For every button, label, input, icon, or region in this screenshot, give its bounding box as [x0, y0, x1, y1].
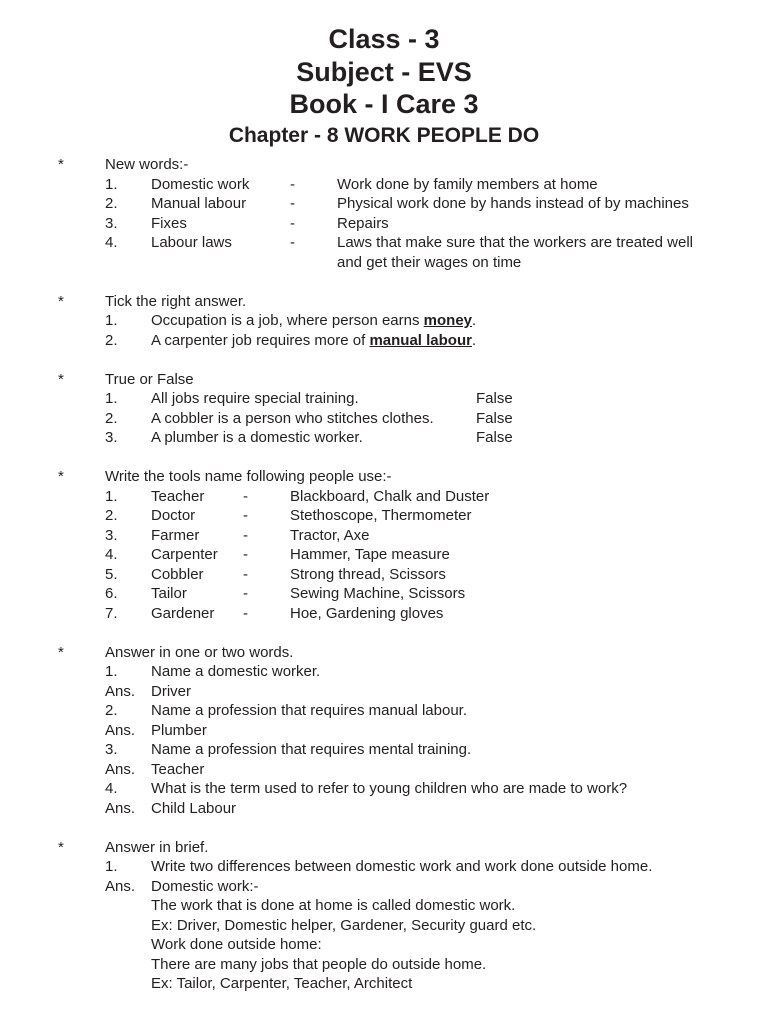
bullet-star: * — [58, 156, 64, 173]
item-number: 2. — [105, 702, 118, 719]
dash: - — [243, 604, 248, 622]
new-word-row — [0, 233, 768, 253]
item-number: 3. — [105, 741, 118, 758]
word-definition-continued: and get their wages on time — [337, 253, 522, 271]
tick-sentence — [151, 311, 476, 331]
tools: Hammer, Tape measure — [290, 546, 450, 563]
dash: - — [243, 507, 248, 524]
tools: Sewing Machine, Scissors — [290, 585, 466, 602]
item-number: 1. — [105, 663, 118, 680]
person: Carpenter — [151, 546, 218, 563]
answer-row — [0, 955, 768, 975]
true-false-row — [0, 409, 768, 429]
answer-row — [0, 760, 768, 780]
person: Tailor — [151, 585, 187, 602]
answer: Child Labour — [151, 799, 237, 817]
tools-row — [0, 526, 768, 546]
question-row — [0, 779, 768, 799]
sentence-end: . — [471, 331, 477, 349]
sentence-text: Occupation is a job, where person earns — [151, 312, 424, 329]
question-row — [0, 857, 768, 877]
tools-row — [0, 565, 768, 585]
item-number: 1. — [105, 858, 118, 875]
answer: False — [476, 409, 513, 427]
answer: Driver — [151, 682, 191, 700]
tools-row — [0, 604, 768, 624]
answer-line: Work done outside home: — [151, 936, 322, 953]
tools: Stethoscope, Thermometer — [290, 507, 472, 524]
item-number: 7. — [105, 604, 118, 622]
worksheet-content — [0, 155, 768, 994]
item-number: 1. — [105, 487, 118, 505]
tick-row — [0, 331, 768, 351]
word-definition: Repairs — [337, 214, 389, 232]
answer-row — [0, 799, 768, 819]
answer: False — [476, 390, 513, 407]
item-number: 2. — [105, 409, 118, 427]
question-row — [0, 740, 768, 760]
item-number: 2. — [105, 331, 118, 349]
question: Name a profession that requires manual labour. — [151, 702, 468, 719]
word-definition: Work done by family members at home — [337, 175, 598, 193]
answer-text: manual labour — [369, 331, 472, 349]
word-term: Manual labour — [151, 195, 247, 212]
sentence-end: . — [472, 312, 477, 329]
class-title: Class - 3 — [328, 24, 440, 54]
new-word-row — [0, 214, 768, 234]
question-row — [0, 701, 768, 721]
question: Write two differences between domestic work and work done outside home. — [151, 858, 653, 875]
new-word-row — [0, 194, 768, 214]
sentence-text: A carpenter job requires more of — [151, 331, 370, 349]
section-tools-heading — [0, 467, 768, 487]
word-term: Fixes — [151, 214, 187, 232]
statement: A cobbler is a person who stitches clothes. — [151, 409, 434, 427]
answer-row — [0, 721, 768, 741]
bullet-star: * — [58, 468, 64, 485]
tools-row — [0, 584, 768, 604]
new-word-row — [0, 175, 768, 195]
answer: False — [476, 429, 513, 446]
section-heading: True or False — [105, 370, 194, 388]
section-heading: Answer in brief. — [105, 838, 209, 856]
item-number: 1. — [105, 312, 118, 329]
item-number: 4. — [105, 234, 118, 251]
answer-row — [0, 896, 768, 916]
person: Gardener — [151, 604, 215, 622]
answer-row — [0, 974, 768, 994]
chapter-title: Chapter - 8 WORK PEOPLE DO — [228, 124, 540, 147]
answer-line: Domestic work:- — [151, 877, 259, 895]
answer-row — [0, 935, 768, 955]
ans-label: Ans. — [105, 682, 136, 700]
answer-line: The work that is done at home is called domestic work. — [151, 897, 516, 914]
item-number: 6. — [105, 585, 118, 602]
section-heading: Write the tools name following people use:- — [105, 468, 392, 485]
tick-sentence — [151, 331, 476, 351]
item-number: 4. — [105, 546, 118, 563]
question: What is the term used to refer to young children who are made to work? — [151, 780, 628, 797]
tools: Tractor, Axe — [290, 526, 370, 544]
tools-row — [0, 506, 768, 526]
item-number: 1. — [105, 175, 118, 193]
word-definition: Laws that make sure that the workers are treated well — [337, 234, 694, 251]
person: Teacher — [151, 487, 205, 505]
answer-line: There are many jobs that people do outside home. — [151, 955, 487, 973]
item-number: 4. — [105, 780, 118, 797]
item-number: 2. — [105, 507, 118, 524]
word-term: Labour laws — [151, 234, 232, 251]
ans-label: Ans. — [105, 877, 136, 895]
bullet-star: * — [58, 643, 64, 661]
dash: - — [243, 585, 248, 602]
answer-line: Ex: Tailor, Carpenter, Teacher, Architect — [151, 975, 413, 992]
dash: - — [243, 487, 248, 505]
section-heading: New words:- — [105, 156, 189, 173]
statement: A plumber is a domestic worker. — [151, 429, 363, 446]
answer-row — [0, 916, 768, 936]
tools-row — [0, 545, 768, 565]
section-true-false-heading — [0, 370, 768, 390]
dash: - — [290, 214, 295, 232]
word-term: Domestic work — [151, 175, 250, 193]
dash: - — [290, 195, 295, 212]
item-number: 1. — [105, 390, 118, 407]
statement: All jobs require special training. — [151, 390, 359, 407]
bullet-star: * — [58, 370, 64, 388]
question: Name a domestic worker. — [151, 663, 321, 680]
word-definition: Physical work done by hands instead of by machines — [337, 195, 689, 212]
ans-label: Ans. — [105, 721, 136, 739]
subject-title: Subject - EVS — [296, 57, 472, 87]
tools: Strong thread, Scissors — [290, 565, 446, 583]
answer-line: Ex: Driver, Domestic helper, Gardener, Security guard etc. — [151, 916, 537, 934]
question-row — [0, 662, 768, 682]
new-word-continuation — [0, 253, 768, 273]
section-heading: Answer in one or two words. — [105, 643, 294, 661]
item-number: 3. — [105, 429, 118, 446]
person: Doctor — [151, 507, 196, 524]
person: Farmer — [151, 526, 200, 544]
section-new-words-heading — [0, 155, 768, 175]
dash: - — [243, 526, 248, 544]
true-false-row — [0, 389, 768, 409]
book-title: Book - I Care 3 — [289, 89, 479, 119]
ans-label: Ans. — [105, 760, 136, 778]
item-number: 3. — [105, 526, 118, 544]
answer-row — [0, 682, 768, 702]
answer: Plumber — [151, 721, 207, 739]
section-heading: Tick the right answer. — [105, 292, 247, 310]
dash: - — [290, 175, 295, 193]
tools: Hoe, Gardening gloves — [290, 604, 444, 622]
answer-row — [0, 877, 768, 897]
item-number: 3. — [105, 214, 118, 232]
bullet-star: * — [58, 838, 64, 856]
section-brief-heading — [0, 838, 768, 858]
answer-text: money — [423, 312, 473, 329]
tools-row — [0, 487, 768, 507]
question: Name a profession that requires mental training. — [151, 741, 472, 758]
bullet-star: * — [58, 292, 64, 310]
person: Cobbler — [151, 565, 204, 583]
answer: Teacher — [151, 760, 205, 778]
dash: - — [290, 234, 295, 251]
section-one-two-heading — [0, 643, 768, 663]
true-false-row — [0, 428, 768, 448]
tick-row — [0, 311, 768, 331]
section-tick-heading — [0, 292, 768, 312]
item-number: 2. — [105, 195, 118, 212]
dash: - — [243, 565, 248, 583]
item-number: 5. — [105, 565, 118, 583]
ans-label: Ans. — [105, 799, 136, 817]
tools: Blackboard, Chalk and Duster — [290, 487, 490, 505]
dash: - — [243, 546, 248, 563]
